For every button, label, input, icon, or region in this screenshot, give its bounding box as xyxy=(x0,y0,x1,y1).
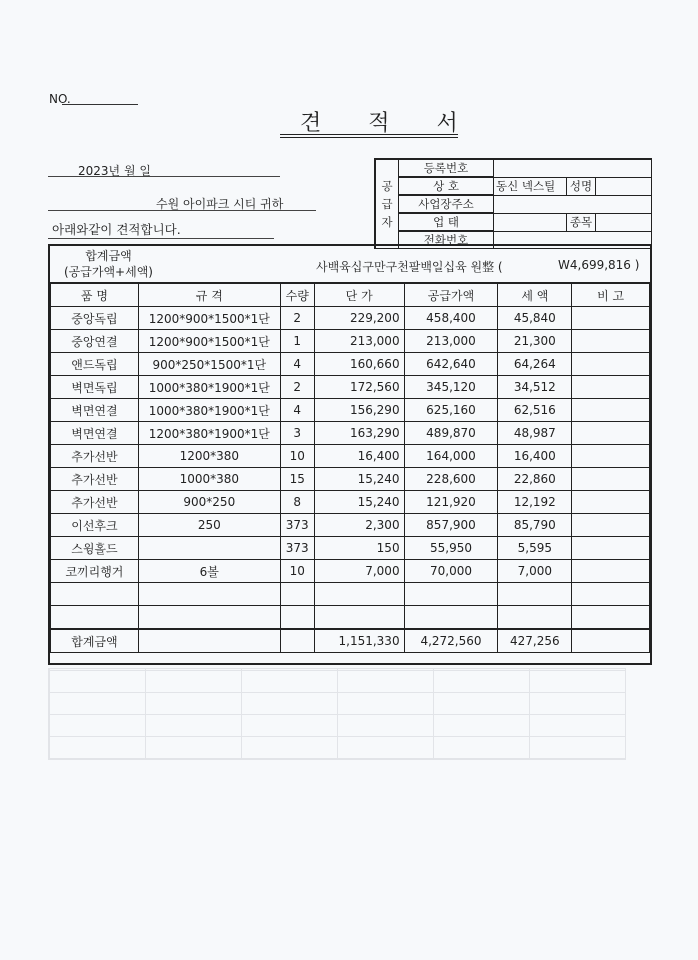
recipient-underline xyxy=(48,210,316,211)
item-remarks xyxy=(572,560,650,583)
table-row xyxy=(51,330,650,353)
item-name: 중앙연결 xyxy=(51,330,139,353)
company-name-value: 동신 넥스틸 xyxy=(494,177,567,195)
date-underline xyxy=(48,176,280,177)
recipient: 수원 아이파크 시티 귀하 xyxy=(156,197,284,211)
reg-number-label: 등록번호 xyxy=(399,159,494,177)
supplier-side-label: 공 급 자 xyxy=(375,159,399,249)
item-remarks xyxy=(572,583,650,606)
item-supply-amount: 228,600 xyxy=(404,468,498,491)
title-underline xyxy=(280,134,458,135)
address-value xyxy=(494,195,652,213)
table-row xyxy=(51,537,650,560)
item-tax: 62,516 xyxy=(498,399,572,422)
item-remarks xyxy=(572,445,650,468)
item-supply-amount xyxy=(404,606,498,630)
item-remarks xyxy=(572,514,650,537)
table-row xyxy=(51,353,650,376)
table-row xyxy=(51,422,650,445)
item-remarks xyxy=(572,399,650,422)
item-spec: 1000*380 xyxy=(138,468,280,491)
item-unit-price: 229,200 xyxy=(314,307,404,330)
sum-qty xyxy=(280,629,314,653)
item-name xyxy=(51,583,139,606)
no-label: NO. xyxy=(49,92,71,106)
item-name: 코끼리행거 xyxy=(51,560,139,583)
item-unit-price: 156,290 xyxy=(314,399,404,422)
item-name: 스윙홀드 xyxy=(51,537,139,560)
sum-unit-price: 1,151,330 xyxy=(314,629,404,653)
item-unit-price: 150 xyxy=(314,537,404,560)
item-spec: 1000*380*1900*1단 xyxy=(138,399,280,422)
intro-text: 아래와같이 견적합니다. xyxy=(52,222,181,237)
item-unit-price xyxy=(314,606,404,630)
item-tax: 12,192 xyxy=(498,491,572,514)
item-unit-price xyxy=(314,583,404,606)
header-unit-price: 단 가 xyxy=(314,284,404,307)
business-type-label: 업 태 xyxy=(399,213,494,231)
business-item-value xyxy=(596,213,652,231)
header-spec: 규 격 xyxy=(138,284,280,307)
item-qty: 2 xyxy=(280,376,314,399)
item-qty: 4 xyxy=(280,399,314,422)
item-supply-amount: 642,640 xyxy=(404,353,498,376)
item-unit-price: 160,660 xyxy=(314,353,404,376)
intro-underline xyxy=(48,238,274,239)
header-supply-amount: 공급가액 xyxy=(404,284,498,307)
quote-date: 2023년 월 일 xyxy=(78,164,151,178)
total-amount-label: 합계금액 (공급가액+세액) xyxy=(64,249,153,279)
table-row xyxy=(51,514,650,537)
item-unit-price: 15,240 xyxy=(314,491,404,514)
header-qty: 수량 xyxy=(280,284,314,307)
table-row xyxy=(51,583,650,606)
header-tax: 세 액 xyxy=(498,284,572,307)
items-table xyxy=(50,283,650,653)
ceo-name-label: 성명 xyxy=(567,177,596,195)
item-qty: 4 xyxy=(280,353,314,376)
item-supply-amount: 213,000 xyxy=(404,330,498,353)
item-tax: 45,840 xyxy=(498,307,572,330)
item-spec xyxy=(138,606,280,630)
item-spec: 1200*380 xyxy=(138,445,280,468)
item-tax: 21,300 xyxy=(498,330,572,353)
item-spec xyxy=(138,537,280,560)
table-row xyxy=(51,307,650,330)
item-name: 추가선반 xyxy=(51,445,139,468)
item-qty: 10 xyxy=(280,560,314,583)
item-unit-price: 15,240 xyxy=(314,468,404,491)
item-qty: 15 xyxy=(280,468,314,491)
item-supply-amount: 489,870 xyxy=(404,422,498,445)
item-qty: 8 xyxy=(280,491,314,514)
item-supply-amount: 164,000 xyxy=(404,445,498,468)
item-unit-price: 16,400 xyxy=(314,445,404,468)
item-spec: 1200*900*1500*1단 xyxy=(138,307,280,330)
item-unit-price: 172,560 xyxy=(314,376,404,399)
item-spec: 900*250 xyxy=(138,491,280,514)
item-remarks xyxy=(572,376,650,399)
item-name: 추가선반 xyxy=(51,468,139,491)
item-qty xyxy=(280,583,314,606)
table-row xyxy=(51,606,650,630)
item-unit-price: 163,290 xyxy=(314,422,404,445)
header-remarks: 비 고 xyxy=(572,284,650,307)
business-item-label: 종목 xyxy=(567,213,596,231)
item-remarks xyxy=(572,606,650,630)
sum-supply-amount: 4,272,560 xyxy=(404,629,498,653)
item-unit-price: 7,000 xyxy=(314,560,404,583)
item-spec xyxy=(138,583,280,606)
item-spec: 1000*380*1900*1단 xyxy=(138,376,280,399)
item-qty: 373 xyxy=(280,537,314,560)
item-spec: 900*250*1500*1단 xyxy=(138,353,280,376)
item-tax: 16,400 xyxy=(498,445,572,468)
company-name-label: 상 호 xyxy=(399,177,494,195)
items-sum-row xyxy=(51,629,650,653)
table-row xyxy=(51,491,650,514)
item-remarks xyxy=(572,330,650,353)
title-underline-2 xyxy=(280,137,458,138)
total-amount-words: 사백육십구만구천팔백일십육 원整 ( xyxy=(316,260,503,274)
item-qty: 1 xyxy=(280,330,314,353)
bleed-through-grid xyxy=(48,668,626,760)
supplier-table xyxy=(374,158,652,249)
item-name xyxy=(51,606,139,630)
item-remarks xyxy=(572,491,650,514)
item-name: 벽면연결 xyxy=(51,422,139,445)
item-qty xyxy=(280,606,314,630)
item-name: 이선후크 xyxy=(51,514,139,537)
item-supply-amount: 55,950 xyxy=(404,537,498,560)
sum-spec xyxy=(138,629,280,653)
no-underline xyxy=(62,104,138,105)
item-supply-amount: 458,400 xyxy=(404,307,498,330)
total-amount-figure: W4,699,816 ) xyxy=(558,258,640,272)
phone-label: 전화번호 xyxy=(399,231,494,249)
address-label: 사업장주소 xyxy=(399,195,494,213)
item-supply-amount: 857,900 xyxy=(404,514,498,537)
item-supply-amount xyxy=(404,583,498,606)
item-supply-amount: 625,160 xyxy=(404,399,498,422)
item-unit-price: 2,300 xyxy=(314,514,404,537)
item-tax: 48,987 xyxy=(498,422,572,445)
business-type-value xyxy=(494,213,567,231)
items-header-row xyxy=(51,284,650,307)
item-spec: 1200*900*1500*1단 xyxy=(138,330,280,353)
item-tax: 22,860 xyxy=(498,468,572,491)
item-tax: 64,264 xyxy=(498,353,572,376)
item-tax: 85,790 xyxy=(498,514,572,537)
item-remarks xyxy=(572,537,650,560)
sum-tax: 427,256 xyxy=(498,629,572,653)
sum-remarks xyxy=(572,629,650,653)
item-unit-price: 213,000 xyxy=(314,330,404,353)
item-spec: 1200*380*1900*1단 xyxy=(138,422,280,445)
item-tax xyxy=(498,606,572,630)
item-qty: 10 xyxy=(280,445,314,468)
item-qty: 3 xyxy=(280,422,314,445)
item-spec: 250 xyxy=(138,514,280,537)
sum-label: 합계금액 xyxy=(51,629,139,653)
item-spec: 6볼 xyxy=(138,560,280,583)
reg-number-value xyxy=(494,159,652,177)
table-row xyxy=(51,445,650,468)
item-supply-amount: 121,920 xyxy=(404,491,498,514)
item-supply-amount: 70,000 xyxy=(404,560,498,583)
item-supply-amount: 345,120 xyxy=(404,376,498,399)
item-name: 앤드독립 xyxy=(51,353,139,376)
ceo-name-value xyxy=(596,177,652,195)
item-tax: 7,000 xyxy=(498,560,572,583)
item-remarks xyxy=(572,307,650,330)
table-row xyxy=(51,468,650,491)
item-tax xyxy=(498,583,572,606)
item-remarks xyxy=(572,353,650,376)
item-qty: 2 xyxy=(280,307,314,330)
item-name: 벽면독립 xyxy=(51,376,139,399)
item-tax: 34,512 xyxy=(498,376,572,399)
item-tax: 5,595 xyxy=(498,537,572,560)
item-qty: 373 xyxy=(280,514,314,537)
table-row xyxy=(51,376,650,399)
document-title: 견 적 서 xyxy=(300,111,478,136)
table-row xyxy=(51,399,650,422)
item-remarks xyxy=(572,422,650,445)
item-name: 추가선반 xyxy=(51,491,139,514)
table-row xyxy=(51,560,650,583)
header-item: 품 명 xyxy=(51,284,139,307)
item-name: 중앙독립 xyxy=(51,307,139,330)
item-remarks xyxy=(572,468,650,491)
item-name: 벽면연결 xyxy=(51,399,139,422)
